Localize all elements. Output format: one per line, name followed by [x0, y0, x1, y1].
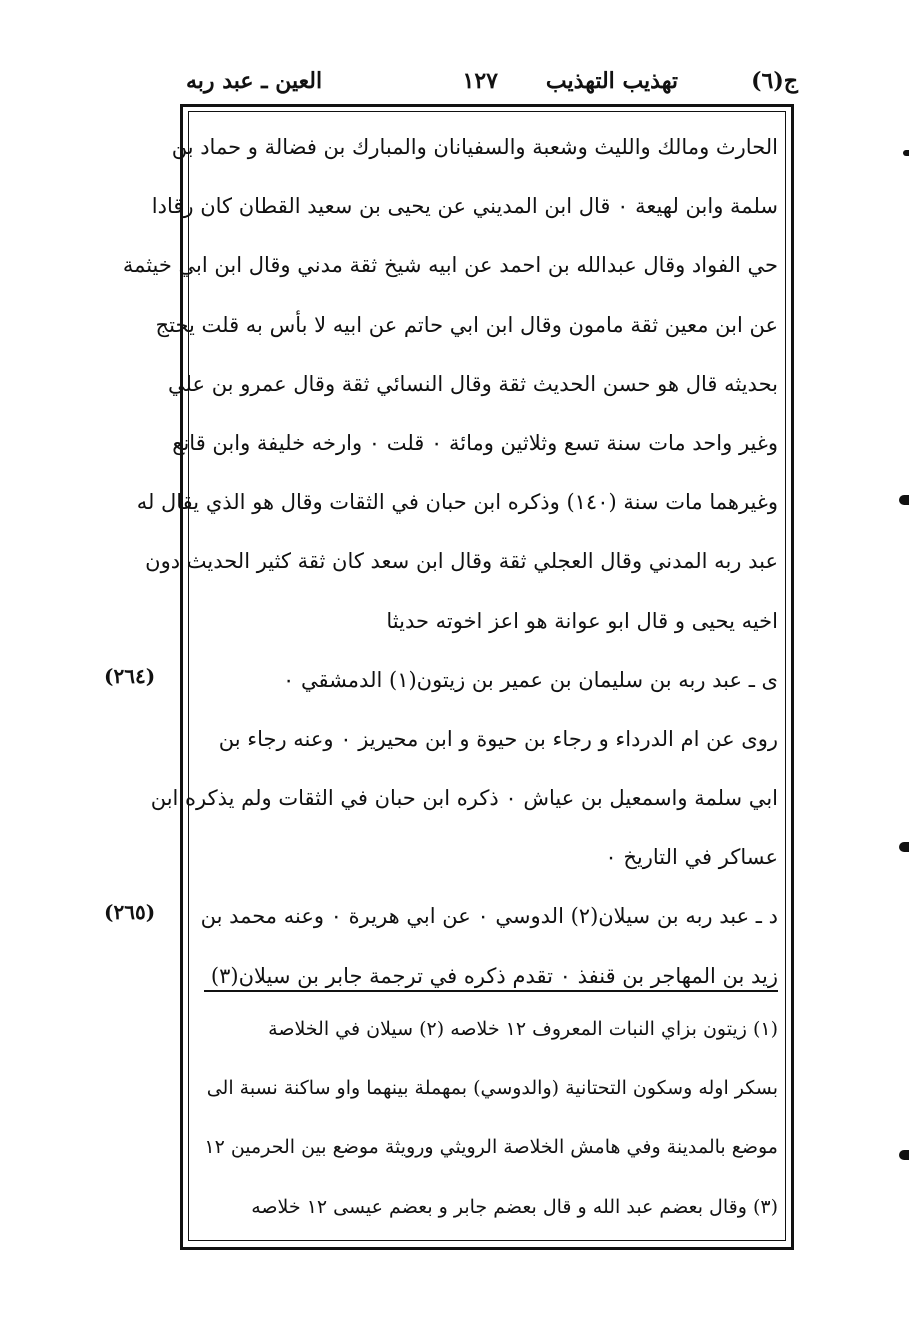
text-line: اخيه يحيى و قال ابو عوانة هو اعز اخوته حديثا — [386, 608, 778, 633]
text-line: روى عن ام الدرداء و رجاء بن حيوة و ابن محيريز ٠ وعنه رجاء بن — [218, 726, 778, 751]
text-line: ابي سلمة واسمعيل بن عياش ٠ ذكره ابن حبان في الثقات ولم يذكره ابن — [150, 786, 778, 811]
text-line: عبد ربه المدني وقال العجلي ثقة وقال ابن سعد كان ثقة كثير الحديث دون — [145, 549, 778, 574]
text-line: سلمة وابن لهيعة ٠ قال ابن المديني عن يحيى بن سعيد القطان كان رقادا — [151, 194, 778, 219]
book-title: تهذيب التهذيب — [545, 68, 678, 94]
volume-label: ج(٦) — [751, 68, 798, 94]
footnote-line: (١) زيتون بزاي النبات المعروف ١٢ خلاصه (٢) سيلان في الخلاصة — [268, 1018, 778, 1040]
running-header — [186, 62, 798, 104]
footnotes — [200, 1002, 778, 1239]
edge-mark — [899, 842, 909, 852]
text-line: وغيرهما مات سنة (١٤٠) وذكره ابن حبان في الثقات وقال هو الذي يقال له — [136, 490, 778, 515]
entry-heading-line: ى ـ عبد ربه بن سليمان بن عمير بن زيتون(١) الدمشقي ٠ — [282, 667, 778, 692]
text-line: عساكر في التاريخ ٠ — [605, 845, 778, 870]
entry-heading-line: د ـ عبد ربه بن سيلان(٢) الدوسي ٠ عن ابي هريرة ٠ وعنه محمد بن — [200, 904, 778, 929]
page-number: ١٢٧ — [462, 68, 498, 94]
footnote-line: (٣) وقال بعضم عبد الله و قال بعضم جابر و بعضم عيسى ١٢ خلاصه — [251, 1195, 778, 1218]
text-line: وغير واحد مات سنة تسع وثلاثين ومائة ٠ قلت ٠ وارخه خليفة وابن قانع — [172, 430, 778, 455]
footnote-divider — [204, 990, 778, 992]
text-line: حي الفواد وقال عبدالله بن احمد عن ابيه شيخ ثقة مدني وقال ابن ابي خيثمة — [122, 253, 778, 278]
edge-mark — [899, 495, 909, 505]
edge-mark — [899, 1150, 909, 1160]
section-title: العين ـ عبد ربه — [186, 68, 323, 94]
text-line: بحديثه قال هو حسن الحديث ثقة وقال النسائي ثقة وقال عمرو بن علي — [168, 371, 778, 396]
text-line: عن ابن معين ثقة مامون وقال ابن ابي حاتم عن ابيه لا بأس به قلت يحتج — [155, 312, 778, 337]
footnote-line: بسكر اوله وسكون التحتانية (والدوسي) بمهملة بينهما واو ساكنة نسبة الى — [206, 1077, 778, 1100]
text-line: زيد بن المهاجر بن قنفذ ٠ تقدم ذكره في ترجمة جابر بن سيلان(٣) — [210, 963, 778, 988]
text-line: الحارث ومالك والليث وشعبة والسفيانان والمبارك بن فضالة و حماد بن — [171, 135, 778, 159]
entry-number: (٢٦٥) — [104, 900, 156, 924]
entry-number: (٢٦٤) — [104, 664, 156, 688]
footnote-line: موضع بالمدينة وفي هامش الخلاصة الرويثي ورويثة موضع بين الحرمين ١٢ — [204, 1136, 778, 1159]
edge-mark — [903, 150, 909, 156]
